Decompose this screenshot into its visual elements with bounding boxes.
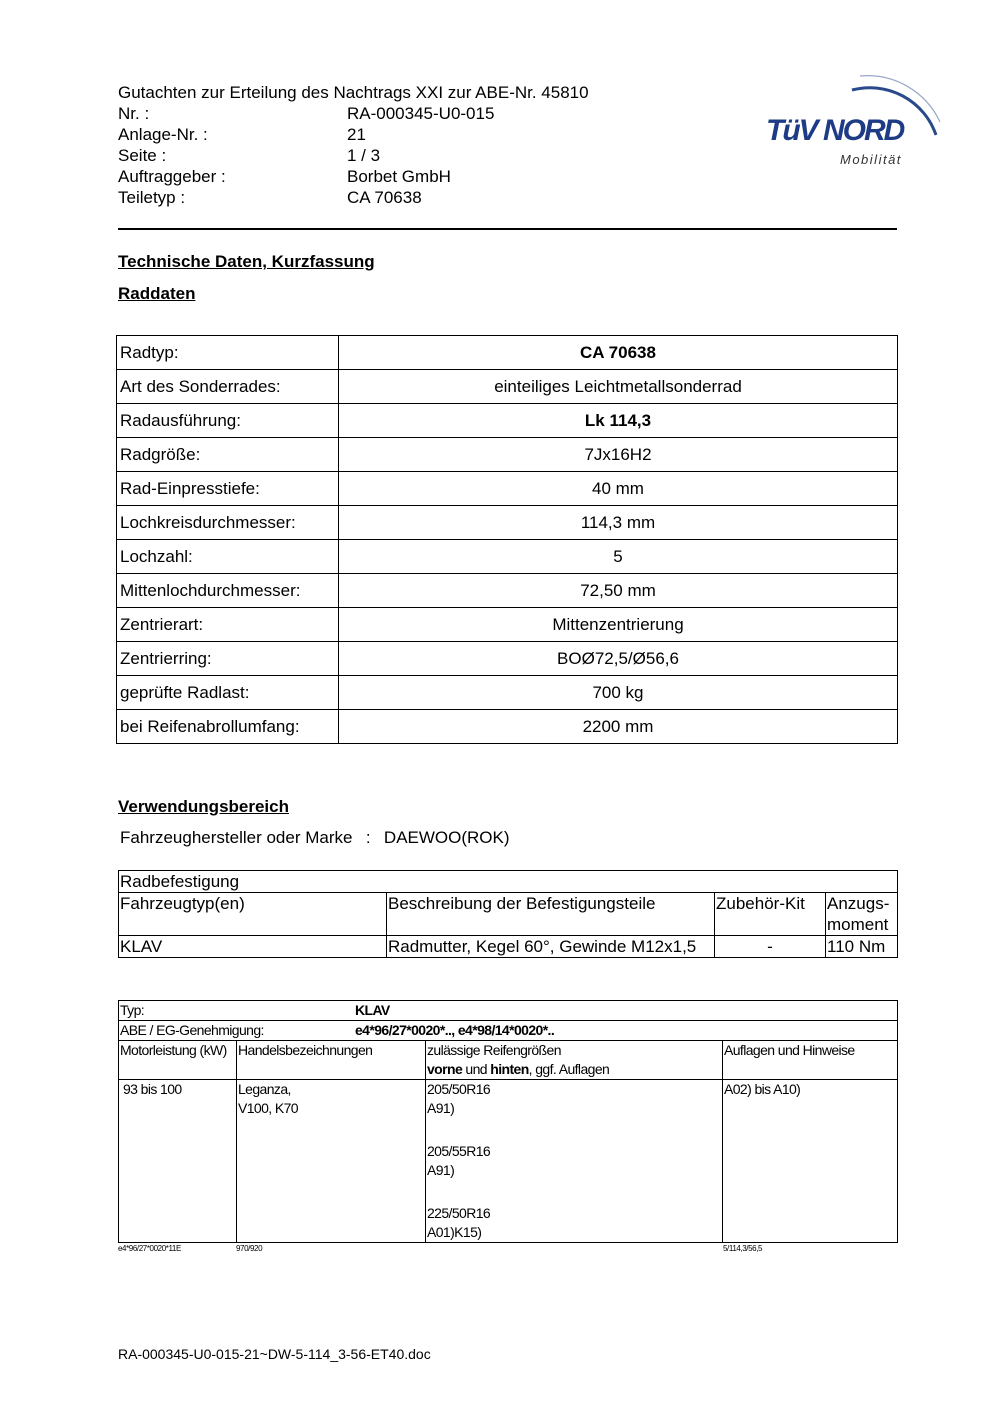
fixing-title: Radbefestigung [119, 871, 898, 893]
wheel-value: BOØ72,5/Ø56,6 [339, 642, 898, 676]
vehicle-maker-line [120, 828, 510, 848]
table-row [117, 710, 898, 744]
tuv-nord-logo [760, 60, 950, 170]
tyre-note: A91) [427, 1100, 455, 1116]
typ-label: Typ: [120, 1002, 145, 1018]
header-row-teiletyp [118, 187, 589, 208]
table-row [117, 438, 898, 472]
header-label: Auftraggeber : [118, 167, 226, 186]
table-row [119, 893, 898, 936]
wheel-value: 2200 mm [339, 710, 898, 744]
header-divider [118, 228, 897, 230]
trade-name-line: V100, K70 [238, 1100, 298, 1116]
tyre-spacer [427, 1180, 721, 1204]
maker-label: Fahrzeughersteller oder Marke [120, 828, 353, 847]
header-row-auftraggeber [118, 166, 589, 187]
header-label: Anlage-Nr. : [118, 125, 208, 144]
table-row [119, 1021, 898, 1041]
trade-name-line: Leganza, [238, 1081, 291, 1097]
table-row [117, 472, 898, 506]
tyre-size: 205/50R16 [427, 1081, 491, 1097]
row-notes: A02) bis A10) [723, 1080, 898, 1243]
table-row [117, 540, 898, 574]
header-row-seite [118, 145, 589, 166]
footnote-approval: e4*96/27*0020*11E [118, 1244, 181, 1253]
document-header [118, 82, 589, 208]
abe-label: ABE / EG-Genehmigung: [120, 1022, 264, 1038]
fixing-torque: 110 Nm [826, 936, 898, 958]
tyres-front: vorne [427, 1061, 463, 1077]
section-heading-usage: Verwendungsbereich [118, 797, 289, 816]
header-value: RA-000345-U0-015 [347, 104, 495, 123]
wheel-data-table [116, 335, 898, 744]
table-row [117, 404, 898, 438]
header-tyres-line2 [427, 1060, 721, 1079]
section-heading-wheel: Raddaten [118, 284, 196, 303]
row-power: 93 bis 100 [119, 1080, 237, 1243]
document-title: Gutachten zur Erteilung des Nachtrags XXI zur ABE-Nr. 45810 [118, 83, 589, 102]
header-label: Nr. : [118, 104, 150, 123]
abe-row [119, 1021, 898, 1041]
header-value: 21 [347, 125, 366, 144]
header-label: Seite : [118, 146, 167, 165]
wheel-label: Lochzahl: [117, 540, 339, 574]
tyres-and: und [462, 1061, 491, 1077]
tyre-spacer [427, 1118, 721, 1142]
wheel-value: Lk 114,3 [339, 404, 898, 438]
table-row [119, 1001, 898, 1021]
wheel-label: bei Reifenabrollumfang: [117, 710, 339, 744]
header-label: Teiletyp : [118, 188, 186, 207]
wheel-value: 5 [339, 540, 898, 574]
header-value: Borbet GmbH [347, 167, 451, 186]
tyre-size: 205/55R16 [427, 1143, 491, 1159]
tyre-note: A01)K15) [427, 1224, 482, 1240]
wheel-fixing-table [118, 870, 898, 958]
maker-separator: : [365, 828, 371, 847]
document-footer: RA-000345-U0-015-21~DW-5-114_3-56-ET40.doc [118, 1346, 431, 1362]
footnote-right: 5/114,3/56,5 [723, 1244, 763, 1253]
wheel-value: 40 mm [339, 472, 898, 506]
row-trade-names [237, 1080, 426, 1243]
table-row [117, 642, 898, 676]
fixing-header-kit: Zubehör-Kit [715, 893, 826, 936]
fixing-kit: - [715, 936, 826, 958]
table-row [119, 1041, 898, 1080]
table-row [117, 336, 898, 370]
wheel-value: 114,3 mm [339, 506, 898, 540]
fixing-type: KLAV [119, 936, 387, 958]
table-row [117, 506, 898, 540]
header-row-nr [118, 103, 589, 124]
fixing-header-desc: Beschreibung der Befestigungsteile [387, 893, 715, 936]
row-tyres [426, 1080, 723, 1243]
table-row [117, 574, 898, 608]
maker-value: DAEWOO(ROK) [383, 828, 510, 847]
wheel-label: Radtyp: [117, 336, 339, 370]
fixing-desc: Radmutter, Kegel 60°, Gewinde M12x1,5 [387, 936, 715, 958]
header-value: 1 / 3 [347, 146, 381, 165]
tyre-size: 225/50R16 [427, 1205, 491, 1221]
wheel-value: Mittenzentrierung [339, 608, 898, 642]
footnote-mid: 970/920 [236, 1244, 263, 1253]
header-notes: Auflagen und Hinweise [723, 1041, 898, 1080]
header-power: Motorleistung (kW) [119, 1041, 237, 1080]
wheel-label: Radgröße: [117, 438, 339, 472]
wheel-label: geprüfte Radlast: [117, 676, 339, 710]
tyres-rear: hinten [490, 1061, 529, 1077]
header-value: CA 70638 [347, 188, 422, 207]
typ-row [119, 1001, 898, 1021]
wheel-label: Zentrierart: [117, 608, 339, 642]
tyres-rest: , ggf. Auflagen [528, 1061, 610, 1077]
section-heading-tech: Technische Daten, Kurzfassung [118, 252, 375, 271]
header-tyres [426, 1041, 723, 1080]
wheel-label: Mittenlochdurchmesser: [117, 574, 339, 608]
wheel-label: Rad-Einpresstiefe: [117, 472, 339, 506]
table-row [119, 871, 898, 893]
table-row [119, 936, 898, 958]
vehicle-type-table [118, 1000, 898, 1243]
fixing-header-type: Fahrzeugtyp(en) [119, 893, 387, 936]
table-row [117, 370, 898, 404]
tyre-note: A91) [427, 1162, 455, 1178]
header-row-anlage [118, 124, 589, 145]
fixing-header-torque: Anzugs-moment [826, 893, 898, 936]
table-row [119, 1080, 898, 1243]
wheel-value: CA 70638 [339, 336, 898, 370]
table-row [117, 676, 898, 710]
wheel-value: einteiliges Leichtmetallsonderrad [339, 370, 898, 404]
header-trade-names: Handelsbezeichnungen [237, 1041, 426, 1080]
logo-subtitle: Mobilität [840, 152, 902, 167]
wheel-label: Zentrierring: [117, 642, 339, 676]
wheel-value: 72,50 mm [339, 574, 898, 608]
wheel-label: Art des Sonderrades: [117, 370, 339, 404]
table-row [117, 608, 898, 642]
logo-brand: TüV NORD [766, 114, 904, 147]
wheel-label: Radausführung: [117, 404, 339, 438]
wheel-value: 7Jx16H2 [339, 438, 898, 472]
header-tyres-line1: zulässige Reifengrößen [427, 1042, 561, 1058]
wheel-value: 700 kg [339, 676, 898, 710]
abe-value: e4*96/27*0020*.., e4*98/14*0020*.. [355, 1022, 555, 1038]
wheel-label: Lochkreisdurchmesser: [117, 506, 339, 540]
typ-value: KLAV [355, 1002, 390, 1018]
